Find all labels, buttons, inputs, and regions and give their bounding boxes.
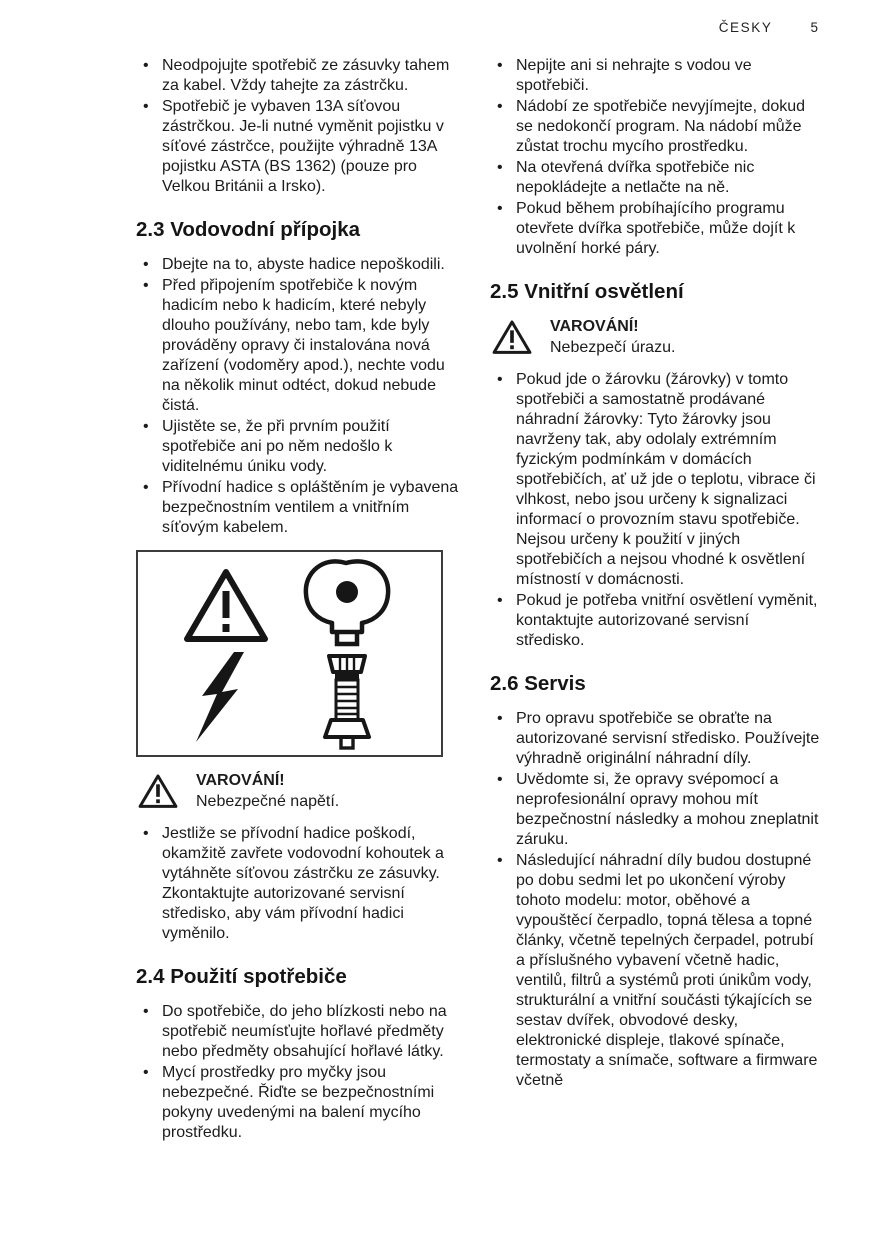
list-item: • Na otevřená dvířka spotřebiče nic nepokládejte a netlačte na ně. — [490, 158, 820, 198]
list-item: • Ujistěte se, že při prvním použití spotřebiče ani po něm nedošlo k viditelnému úniku vody. — [136, 417, 460, 477]
bullet-list — [136, 1002, 460, 1143]
bullet-list — [136, 255, 460, 538]
list-item: • Pokud jde o žárovku (žárovky) v tomto spotřebiči a samostatně prodávané náhradní žárovky: Tyto žárovky jsou navrženy tak, aby odolaly extrémním fyzickým podmínkám v domácích spotřebičích, ať už jde o teplotu, vibrace či vlhkost, nebo jsou určeny k signalizaci informací o provozním stavu spotřebiče. Nejsou určeny k použití v jiných spotřebičích a nejsou vhodné k osvětlení místností v domácnosti. — [490, 370, 820, 590]
page-number: 5 — [810, 20, 818, 35]
warning-text — [550, 317, 675, 358]
list-item: • Nádobí ze spotřebiče nevyjímejte, dokud se nedokončí program. Na nádobí může zůstat trochu mycího prostředku. — [490, 97, 820, 157]
inlet-hose-icon — [325, 656, 369, 748]
warning-text — [196, 771, 339, 812]
section-heading: 2.4 Použití spotřebiče — [136, 965, 347, 988]
page-header — [719, 20, 818, 35]
list-item: • Uvědomte si, že opravy svépomocí a neprofesionální opravy mohou mít bezpečnostní následky a mohou zneplatnit záruku. — [490, 770, 820, 850]
list-item: • Přívodní hadice s opláštěním je vybavena bezpečnostním ventilem a vnitřním síťovým kabelem. — [136, 478, 460, 538]
list-item: • Spotřebič je vybaven 13A síťovou zástrčkou. Je-li nutné vyměnit pojistku v síťové zástrčce, použijte výhradně 13A pojistku ASTA (BS 1362) (pouze pro Velkou Británii a Irsko). — [136, 97, 460, 197]
bullet-list — [490, 709, 820, 1091]
language-label: ČESKY — [718, 20, 773, 35]
warning-triangle-icon — [138, 772, 178, 810]
bullet-list — [490, 370, 820, 651]
list-item: • Před připojením spotřebiče k novým hadicím nebo k hadicím, které nebyly dlouho používány, nebo tam, kde byly prováděny opravy či instalována nová zařízení (vodoměry apod.), nechte vodu na několik minut odtéct, dokud nebude čistá. — [136, 276, 460, 416]
list-item: • Jestliže se přívodní hadice poškodí, okamžitě zavřete vodovodní kohoutek a vytáhněte síťovou zástrčku ze zásuvky. Zkontaktujte autorizované servisní středisko, aby vám přívodní hadici vyměnilo. — [136, 824, 460, 944]
section-heading: 2.6 Servis — [490, 672, 586, 695]
list-item: • Mycí prostředky pro myčky jsou nebezpečné. Řiďte se bezpečnostními pokyny uvedenými na balení mycího prostředku. — [136, 1063, 460, 1143]
content-columns — [136, 56, 820, 1145]
lightning-bolt-icon — [196, 652, 244, 742]
warning-triangle-icon — [492, 318, 532, 356]
list-item: • Pro opravu spotřebiče se obraťte na autorizované servisní středisko. Používejte výhradně originální náhradní díly. — [490, 709, 820, 769]
bullet-list — [490, 56, 820, 259]
list-item: • Pokud během probíhajícího programu otevřete dvířka spotřebiče, může dojít k uvolnění horké páry. — [490, 199, 820, 259]
warning-block — [492, 317, 820, 358]
warning-description: Nebezpečí úrazu. — [550, 339, 676, 356]
warning-triangle-icon — [187, 572, 265, 639]
section-heading: 2.5 Vnitřní osvětlení — [490, 280, 684, 303]
left-column — [136, 56, 460, 1145]
list-item: • Pokud je potřeba vnitřní osvětlení vyměnit, kontaktujte autorizované servisní středisko. — [490, 591, 820, 651]
warning-title: VAROVÁNÍ! — [196, 772, 285, 789]
hose-safety-figure — [136, 550, 443, 757]
water-tap-icon — [306, 561, 388, 644]
section-heading: 2.3 Vodovodní přípojka — [136, 218, 361, 241]
list-item: • Následující náhradní díly budou dostupné po dobu sedmi let po ukončení výroby tohoto modelu: motor, oběhové a vypouštěcí čerpadlo, topná tělesa a topné články, včetně tepelných čerpadel, potrubí a příslušného vybavení včetně hadic, ventilů, filtrů a systémů proti únikům vody, strukturální a vnitřní součásti týkajících se sestav dvířek, obvodové desky, elektronické displeje, tlakové spínače, termostaty a snímače, software a firmware včetně — [490, 851, 820, 1091]
hose-safety-illustration — [138, 552, 441, 755]
warning-block — [138, 771, 460, 812]
warning-description: Nebezpečné napětí. — [196, 793, 340, 810]
list-item: • Dbejte na to, abyste hadice nepoškodili. — [136, 255, 460, 275]
right-column — [490, 56, 820, 1145]
bullet-list — [136, 56, 460, 197]
list-item: • Neodpojujte spotřebič ze zásuvky tahem za kabel. Vždy tahejte za zástrčku. — [136, 56, 460, 96]
bullet-list — [136, 824, 460, 944]
list-item: • Nepijte ani si nehrajte s vodou ve spotřebiči. — [490, 56, 820, 96]
warning-title: VAROVÁNÍ! — [550, 318, 639, 335]
list-item: • Do spotřebiče, do jeho blízkosti nebo na spotřebič neumísťujte hořlavé předměty nebo předměty obsahující hořlavé látky. — [136, 1002, 460, 1062]
